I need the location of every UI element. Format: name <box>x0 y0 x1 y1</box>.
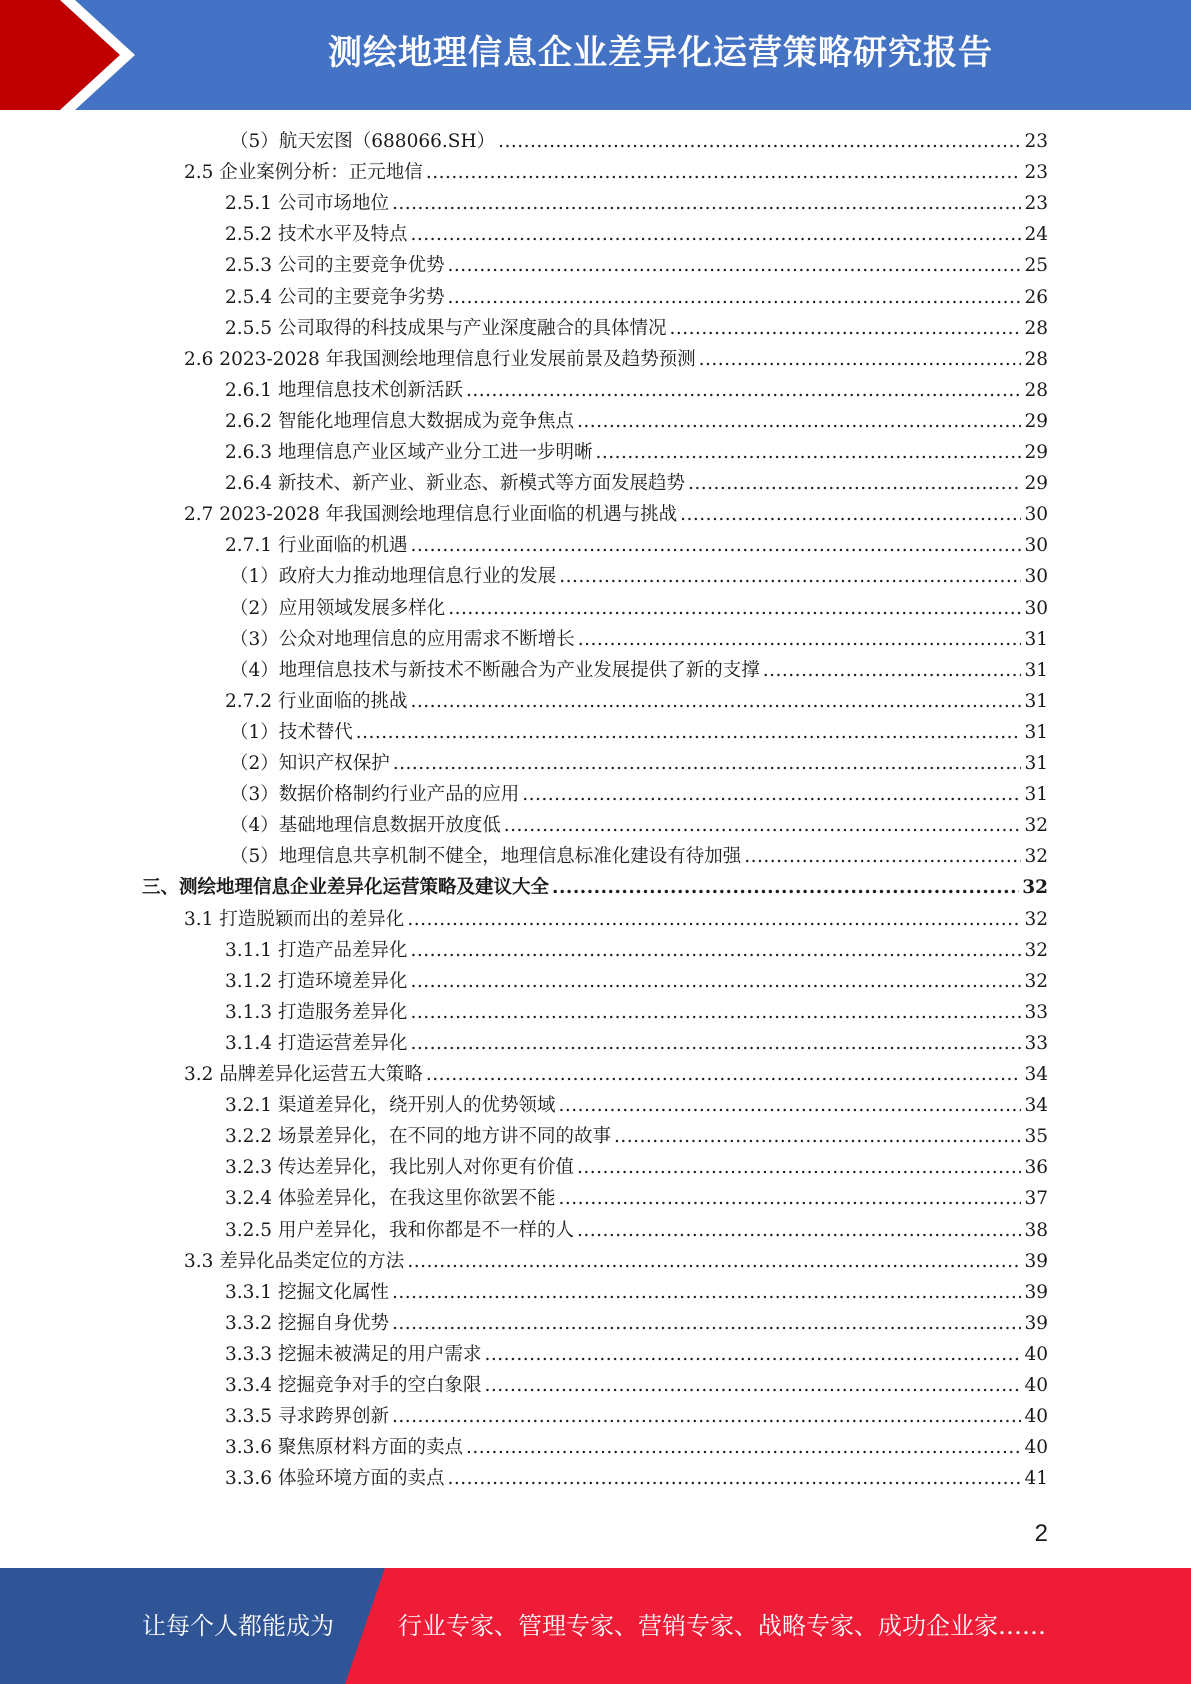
toc-entry-title: 三、测绘地理信息企业差异化运营策略及建议大全 <box>142 877 550 899</box>
toc-entry[interactable] <box>225 1340 1048 1371</box>
toc-entry[interactable] <box>225 407 1048 438</box>
toc-entry-title: 3.1.1 打造产品差异化 <box>225 939 408 961</box>
toc-entry-page: 31 <box>1024 690 1048 712</box>
toc-entry-page: 34 <box>1024 1095 1048 1117</box>
toc-entry-title: （3）数据价格制约行业产品的应用 <box>230 784 520 806</box>
page-footer <box>0 1568 1191 1684</box>
toc-entry-title: 2.5.2 技术水平及特点 <box>225 224 408 246</box>
toc-entry-title: （1）技术替代 <box>230 721 353 743</box>
toc-entry-page: 24 <box>1024 224 1048 246</box>
toc-entry[interactable] <box>184 1247 1048 1278</box>
toc-entry-title: （2）应用领域发展多样化 <box>230 597 446 619</box>
toc-dot-leader <box>356 722 1022 743</box>
toc-entry[interactable] <box>225 1464 1048 1495</box>
toc-entry[interactable] <box>225 1433 1048 1464</box>
toc-entry-page: 33 <box>1024 1032 1048 1054</box>
toc-entry[interactable] <box>225 998 1048 1029</box>
toc-entry[interactable] <box>225 438 1048 469</box>
toc-dot-leader <box>393 753 1022 774</box>
toc-dot-leader <box>410 224 1021 245</box>
toc-entry-title: （2）知识产权保护 <box>230 753 390 774</box>
toc-entry[interactable] <box>225 283 1048 314</box>
toc-entry-title: （1）政府大力推动地理信息行业的发展 <box>230 566 557 588</box>
toc-entry-title: 2.6.4 新技术、新产业、新业态、新模式等方面发展趋势 <box>225 473 685 495</box>
toc-dot-leader <box>447 1468 1021 1489</box>
toc-entry[interactable] <box>230 656 1048 687</box>
toc-entry-title: 3.2.1 渠道差异化，绕开别人的优势领域 <box>225 1095 556 1117</box>
toc-dot-leader <box>426 162 1022 183</box>
toc-entry-title: 3.3.6 聚焦原材料方面的卖点 <box>225 1437 463 1459</box>
toc-entry-page: 36 <box>1024 1157 1048 1179</box>
toc-entry-page: 31 <box>1024 659 1048 681</box>
toc-entry-page: 29 <box>1024 410 1048 432</box>
toc-entry-page: 40 <box>1024 1406 1048 1428</box>
toc-entry-page: 39 <box>1024 1281 1048 1303</box>
toc-entry-page: 35 <box>1024 1126 1048 1148</box>
toc-entry-page: 25 <box>1024 255 1048 277</box>
toc-entry-title: 3.2.3 传达差异化，我比别人对你更有价值 <box>225 1157 574 1179</box>
toc-dot-leader <box>595 442 1021 463</box>
toc-entry[interactable] <box>230 749 1048 780</box>
toc-entry[interactable] <box>230 562 1048 593</box>
toc-dot-leader <box>669 318 1021 339</box>
toc-dot-leader <box>407 909 1021 930</box>
toc-entry-title: 3.2 品牌差异化运营五大策略 <box>184 1064 423 1085</box>
toc-entry[interactable] <box>225 469 1048 500</box>
toc-entry-title: 2.6.3 地理信息产业区域产业分工进一步明晰 <box>225 442 593 463</box>
toc-dot-leader <box>410 1033 1021 1054</box>
toc-entry[interactable] <box>225 220 1048 251</box>
toc-entry-title: 2.5.5 公司取得的科技成果与产业深度融合的具体情况 <box>225 317 667 339</box>
toc-dot-leader <box>577 1157 1021 1178</box>
toc-entry-page: 34 <box>1024 1064 1048 1085</box>
toc-dot-leader <box>484 1375 1021 1396</box>
toc-entry-page: 39 <box>1024 1312 1048 1334</box>
toc-entry-title: 3.3.4 挖掘竞争对手的空白象限 <box>225 1375 482 1396</box>
toc-entry-title: （5）地理信息共享机制不健全，地理信息标准化建设有待加强 <box>230 846 742 868</box>
toc-entry[interactable] <box>225 967 1048 998</box>
toc-entry-title: 3.3.6 体验环境方面的卖点 <box>225 1468 445 1490</box>
toc-dot-leader <box>392 1282 1021 1303</box>
toc-dot-leader <box>552 877 1019 898</box>
toc-dot-leader <box>410 971 1021 992</box>
toc-entry-page: 23 <box>1024 131 1048 152</box>
toc-dot-leader <box>577 411 1021 432</box>
toc-entry-title: 2.7.1 行业面临的机遇 <box>225 535 408 557</box>
toc-entry[interactable] <box>142 873 1048 904</box>
toc-entry[interactable] <box>225 251 1048 282</box>
toc-entry[interactable] <box>225 314 1048 345</box>
toc-entry-page: 26 <box>1024 286 1048 308</box>
toc-entry-title: 3.3 差异化品类定位的方法 <box>184 1250 405 1272</box>
toc-dot-leader <box>410 535 1021 556</box>
toc-entry-title: 3.3.5 寻求跨界创新 <box>225 1406 389 1428</box>
toc-dot-leader <box>504 815 1022 836</box>
toc-entry-title: 3.1.4 打造运营差异化 <box>225 1032 408 1054</box>
toc-dot-leader <box>558 1188 1021 1209</box>
toc-entry[interactable] <box>230 811 1048 842</box>
toc-entry[interactable] <box>230 780 1048 811</box>
toc-dot-leader <box>558 1095 1021 1116</box>
toc-entry-page: 37 <box>1024 1188 1048 1210</box>
toc-entry[interactable] <box>184 905 1048 936</box>
toc-entry[interactable] <box>225 1371 1048 1402</box>
toc-entry-title: 3.1.2 打造环境差异化 <box>225 970 408 992</box>
toc-dot-leader <box>498 131 1021 152</box>
toc-entry-page: 40 <box>1024 1437 1048 1459</box>
toc-dot-leader <box>522 784 1021 805</box>
toc-dot-leader <box>484 1344 1021 1365</box>
toc-entry-title: 2.5.4 公司的主要竞争劣势 <box>225 286 445 308</box>
toc-entry-page: 28 <box>1024 379 1048 401</box>
toc-entry-page: 32 <box>1024 908 1048 930</box>
toc-dot-leader <box>699 349 1022 370</box>
toc-dot-leader <box>763 660 1022 681</box>
toc-entry-title: 3.3.1 挖掘文化属性 <box>225 1281 389 1303</box>
toc-dot-leader <box>559 566 1021 587</box>
footer-slogan-left: 让每个人都能成为 <box>142 1612 334 1640</box>
toc-entry-page: 28 <box>1024 348 1048 370</box>
toc-dot-leader <box>392 193 1021 214</box>
toc-entry-page: 23 <box>1024 193 1048 215</box>
toc-entry[interactable] <box>225 376 1048 407</box>
toc-entry[interactable] <box>184 1060 1048 1091</box>
page-number: 2 <box>1034 1520 1048 1547</box>
toc-dot-leader <box>680 504 1021 525</box>
toc-dot-leader <box>744 846 1021 867</box>
toc-entry[interactable] <box>225 531 1048 562</box>
toc-entry-title: 2.5.3 公司的主要竞争优势 <box>225 255 445 277</box>
toc-entry-page: 30 <box>1024 535 1048 557</box>
toc-entry[interactable] <box>225 1216 1048 1247</box>
toc-entry-page: 31 <box>1024 784 1048 806</box>
toc-entry-page: 33 <box>1024 1001 1048 1023</box>
toc-entry[interactable] <box>225 1184 1048 1215</box>
toc-dot-leader <box>447 255 1021 276</box>
toc-entry-page: 40 <box>1024 1343 1048 1365</box>
toc-dot-leader <box>392 1313 1021 1334</box>
toc-entry-title: 2.6 2023-2028 年我国测绘地理信息行业发展前景及趋势预测 <box>184 348 696 370</box>
toc-entry-title: 3.2.5 用户差异化，我和你都是不一样的人 <box>225 1219 574 1241</box>
toc-entry-title: 3.2.4 体验差异化，在我这里你欲罢不能 <box>225 1188 556 1210</box>
toc-entry[interactable] <box>225 1122 1048 1153</box>
toc-entry-title: （5）航天宏图（688066.SH） <box>230 131 496 152</box>
toc-entry-page: 28 <box>1024 317 1048 339</box>
toc-entry[interactable] <box>225 687 1048 718</box>
toc-dot-leader <box>410 940 1021 961</box>
toc-entry[interactable] <box>225 189 1048 220</box>
toc-dot-leader <box>614 1126 1021 1147</box>
toc-entry-page: 29 <box>1024 473 1048 495</box>
toc-entry-page: 23 <box>1024 162 1048 184</box>
toc-entry-title: 3.3.2 挖掘自身优势 <box>225 1312 389 1334</box>
toc-entry-title: 3.3.3 挖掘未被满足的用户需求 <box>225 1343 482 1365</box>
toc-entry-page: 30 <box>1024 597 1048 619</box>
report-title: 测绘地理信息企业差异化运营策略研究报告 <box>328 33 993 73</box>
toc-entry-page: 31 <box>1024 721 1048 743</box>
toc-entry-page: 31 <box>1024 753 1048 774</box>
toc-dot-leader <box>447 287 1021 308</box>
toc-entry-title: （3）公众对地理信息的应用需求不断增长 <box>230 628 575 650</box>
toc-dot-leader <box>410 691 1021 712</box>
toc-entry[interactable] <box>225 1153 1048 1184</box>
toc-entry[interactable] <box>225 1029 1048 1060</box>
toc-entry-page: 32 <box>1024 846 1048 868</box>
toc-entry-page: 41 <box>1024 1468 1048 1490</box>
toc-entry-page: 38 <box>1024 1219 1048 1241</box>
toc-entry[interactable] <box>225 1402 1048 1433</box>
toc-entry-page: 30 <box>1024 566 1048 588</box>
toc-entry[interactable] <box>184 345 1048 376</box>
toc-entry-title: 2.5.1 公司市场地位 <box>225 193 389 215</box>
toc-entry-title: 2.5 企业案例分析：正元地信 <box>184 162 423 184</box>
footer-slogan-right: 行业专家、管理专家、营销专家、战略专家、成功企业家…… <box>398 1612 1046 1640</box>
toc-entry-title: 2.7 2023-2028 年我国测绘地理信息行业面临的机遇与挑战 <box>184 504 678 526</box>
page-header <box>0 0 1191 110</box>
toc-entry-page: 39 <box>1024 1250 1048 1272</box>
toc-dot-leader <box>466 380 1021 401</box>
toc-entry[interactable] <box>230 718 1048 749</box>
toc-entry-page: 31 <box>1024 628 1048 650</box>
toc-entry[interactable] <box>225 1309 1048 1340</box>
toc-dot-leader <box>578 629 1022 650</box>
toc-entry-page: 32 <box>1024 970 1048 992</box>
toc-entry-page: 29 <box>1024 442 1048 463</box>
toc-entry-title: 2.6.1 地理信息技术创新活跃 <box>225 379 463 401</box>
toc-entry-title: （4）基础地理信息数据开放度低 <box>230 815 501 837</box>
toc-dot-leader <box>426 1064 1022 1085</box>
toc-entry-title: 3.2.2 场景差异化，在不同的地方讲不同的故事 <box>225 1126 611 1148</box>
toc-entry-page: 32 <box>1022 877 1048 899</box>
toc-entry-page: 40 <box>1024 1375 1048 1396</box>
toc-entry-title: 3.1.3 打造服务差异化 <box>225 1001 408 1023</box>
toc-entry[interactable] <box>230 594 1048 625</box>
toc-entry-title: 2.7.2 行业面临的挑战 <box>225 690 408 712</box>
toc-entry[interactable] <box>225 1091 1048 1122</box>
toc-entry[interactable] <box>184 500 1048 531</box>
toc-entry-page: 32 <box>1024 815 1048 837</box>
toc-dot-leader <box>407 1251 1021 1272</box>
toc-dot-leader <box>410 1002 1021 1023</box>
toc-dot-leader <box>448 598 1021 619</box>
toc-entry[interactable] <box>230 625 1048 656</box>
toc-entry-title: （4）地理信息技术与新技术不断融合为产业发展提供了新的支撑 <box>230 659 760 681</box>
toc-entry-page: 30 <box>1024 504 1048 526</box>
toc-entry[interactable] <box>225 936 1048 967</box>
toc-entry[interactable] <box>230 127 1048 158</box>
toc-entry-page: 32 <box>1024 939 1048 961</box>
toc-dot-leader <box>688 473 1021 494</box>
toc-dot-leader <box>392 1406 1021 1427</box>
toc-entry-title: 2.6.2 智能化地理信息大数据成为竞争焦点 <box>225 410 574 432</box>
toc-entry[interactable] <box>230 842 1048 873</box>
toc-dot-leader <box>466 1437 1021 1458</box>
toc-entry[interactable] <box>184 158 1048 189</box>
toc-entry-title: 3.1 打造脱颖而出的差异化 <box>184 908 405 930</box>
toc-entry[interactable] <box>225 1278 1048 1309</box>
toc-dot-leader <box>577 1220 1021 1241</box>
